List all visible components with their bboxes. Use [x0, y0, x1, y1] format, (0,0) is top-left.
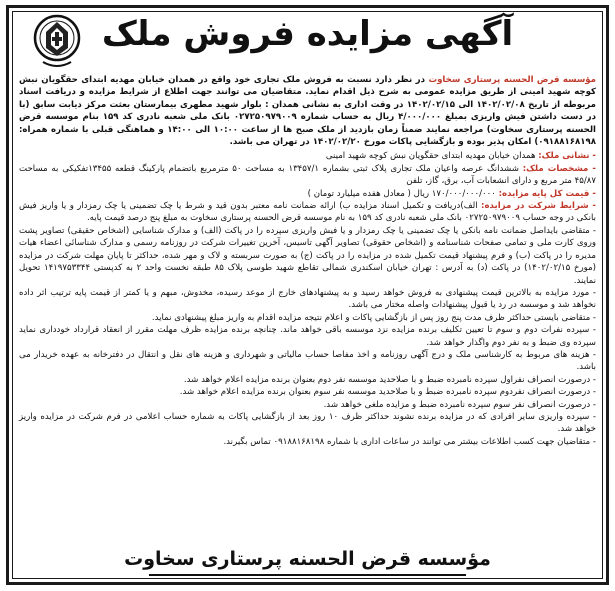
notice-frame: [6, 5, 609, 585]
item-text: همدان خیابان مهدیه ابتدای حقگویان نبش کوچه شهید امینی: [325, 151, 539, 162]
footer-signature: مؤسسه قرض الحسنه پرستاری سخاوت: [124, 548, 491, 570]
item-text: - درصورت انصراف نفردوم سپرده نامبرده ضبط و با صلاحدید موسسه نفر سوم بعنوان برنده مزایده اعلام خواهد شد.: [179, 387, 596, 398]
item-text: - درصورت انصراف نفر سوم سپرده نامبرده ضبط و مزایده ملغی خواهد شد.: [323, 399, 596, 410]
footer-underline: [149, 574, 466, 576]
list-item: [19, 349, 596, 374]
list-item: [19, 287, 596, 312]
organization-emblem-icon: [31, 12, 83, 70]
item-text: - سپرده نفرات دوم و سوم تا تعیین تکلیف برنده مزایده نزد موسسه باقی خواهد ماند. چنانچه برنده مزایده ظرف مهلت مقرر از انعقاد قرارداد خودداری نماید سپرده وی ضبط و به نفر دوم واگذار خواهد شد.: [19, 325, 596, 348]
intro-org-name: مؤسسه قرض الحسنه پرستاری سخاوت: [428, 75, 596, 85]
list-item: [19, 399, 596, 411]
item-text: ششدانگ عرصه واعیان ملک تجاری پلاک ثبتی بشماره ۱۳۴۵۷/۱ به مساحت ۵۰ مترمربع باتضمام پارکینگ قطعه ۱۳۴۵۵تفکیکی به مساحت ۴۵/۸۷ متر مربع و دارای انشعابات آب، برق، گاز، تلفن: [19, 163, 596, 187]
item-text: ۱۷۰/۰۰۰/۰۰۰/۰۰۰ ریال ( معادل هفده میلیارد تومان ): [307, 188, 499, 199]
list-item: [19, 163, 596, 188]
intro-text: در نظر دارد نسبت به فروش ملک تجاری خود واقع در همدان خیابان مهدیه ابتدای حقگویان نبش کوچه شهید امینی از طریق مزایده عمومی به شرح ذیل اقدام نماید. متقاضیان می توانند جهت اطلاع از شرایط مزایده و دریافت اسناد مربوطه از تاریخ ۱۴۰۲/۰۲/۰۸ الی ۱۴۰۲/۰۲/۱۵ در وقت اداری به نشانی همدان : بلوار شهید مطهری بیمارستان بعثت مرکز دیابت سابق (با در دست داشتن فیش واریزی بمبلغ ۴/۰۰۰/۰۰۰ ریال به حساب شماره ۰۲۷۲۵۰۹۷۹۰۰۹ بانک ملی شعبه نادری کد ۱۵۹ بنام موسسه قرض الحسنه پرستاری سخاوت) مراجعه نمایند ضمناً زمان بازدید از ملک صبح ها از ساعت ۱۰:۰۰ الی ۱۴:۰۰ و هماهنگی قبلی با شماره همراه: ۰۹۱۸۸۱۶۸۱۹۸) امکان پذیر بوده و بازگشایی پاکات مورخ ۱۴۰۲/۰۲/۲۰ در تهران می باشد.: [19, 75, 596, 148]
list-item: [19, 324, 596, 349]
item-text: الف)دریافت و تکمیل اسناد مزایده ب) ارائه ضمانت نامه معتبر بدون قید و شرط یا چک تضمینی یا چک رمزدار و یا واریز فیش بانکی در وجه حساب ۰۲۷۲۵۰۹۷۹۰۰۹ بانک ملی شعبه نادری کد ۱۵۹ به نام موسسه قرض الحسنه پرستاری سخاوت به مبلغ پنج درصد قیمت پایه.: [19, 201, 596, 224]
item-label: - شرایط شرکت در مزایده:: [481, 201, 596, 212]
list-item: [19, 225, 596, 287]
intro-paragraph: [19, 74, 596, 148]
item-text: - متقاضی بایداصل ضمانت نامه بانکی یا چک تضمینی یا چک رمزدار و یا فیش واریزی سپرده را در پاکت (الف) و مدارک شناسایی (اشخاص حقیقی) تصاویر پشت وروی کارت ملی و تمامی صفحات شناسنامه و (اشخاص حقوقی) تصاویر آگهی تاسیس، آخرین تغییرات شرکت در روزنامه رسمی و مدارک شناسائی اعضاء هیات مدیره را در پاکت (ب) و فرم پیشنهاد قیمت تکمیل شده در مزایده را در پاکت (ج) به صورت سربسته و لاک و مهر شده، حداکثر تا پایان مهلت شرکت در مزایده (مورخ ۱۴۰۲/۰۲/۱۵) در پاکت (د) به آدرس : تهران خیابان اسکندری شمالی تقاطع شهید طوسی پلاک ۸۵ طبقه نخست واحد ۲ به کدپستی ۱۴۱۹۷۵۳۳۴۴ تحویل نمایند.: [19, 225, 596, 286]
item-label: - قیمت کل پایه مزایده:: [498, 188, 596, 199]
item-text: - متقاضی بایستی حداکثر ظرف مدت پنج روز پس از بازگشایی پاکات و اعلام نتیجه مزایده اقدام به واریز مبلغ پیشنهادی نماید.: [151, 312, 596, 323]
item-label: - نشانی ملک:: [538, 151, 596, 162]
notice-body: [19, 74, 596, 448]
item-text: - سپرده واریزی سایر افرادی که در مزایده برنده نشوند حداکثر ظرف ۱۰ روز بعد از بازگشایی پاکات به شماره حساب اعلامی در فرم شرکت در مزایده واریز خواهد شد.: [19, 411, 596, 435]
list-item: [19, 436, 596, 448]
item-text: - هزینه های مربوط به کارشناسی ملک و درج آگهی روزنامه و اخذ مفاصا حساب مالیاتی و شهرداری و هزینه های نقل و انتقال در دفترخانه به عهده خریدار می باشد.: [19, 349, 596, 373]
list-item: [19, 411, 596, 436]
item-text: - مورد مزایده به بالاترین قیمت پیشنهادی به فروش خواهد رسید و به پیشنهادهای خارج از موعد رسیده، مخدوش، مبهم و یا کمتر از قیمت پایه ترتیب اثر داده نخواهد شد و موسسه در رد یا قبول پیشنهادات واصله مختار می باشد.: [19, 287, 596, 311]
list-item: [19, 200, 596, 225]
list-item: [19, 150, 596, 162]
notice-header: [9, 8, 606, 74]
item-label: - مشخصات ملک:: [522, 163, 596, 174]
item-text: - متقاضیان جهت کسب اطلاعات بیشتر می توانند در ساعات اداری با شماره ۰۹۱۸۸۱۶۸۱۹۸ تماس بگیرند.: [223, 436, 596, 447]
list-item: [19, 312, 596, 324]
list-item: [19, 386, 596, 398]
notice-title: آگهی مزایده فروش ملک: [101, 14, 514, 54]
list-item: [19, 374, 596, 386]
list-item: [19, 188, 596, 200]
item-text: - درصورت انصراف نفراول سپرده نامبرده ضبط و با صلاحدید موسسه نفر دوم بعنوان برنده مزایده اعلام خواهد شد.: [183, 374, 596, 385]
